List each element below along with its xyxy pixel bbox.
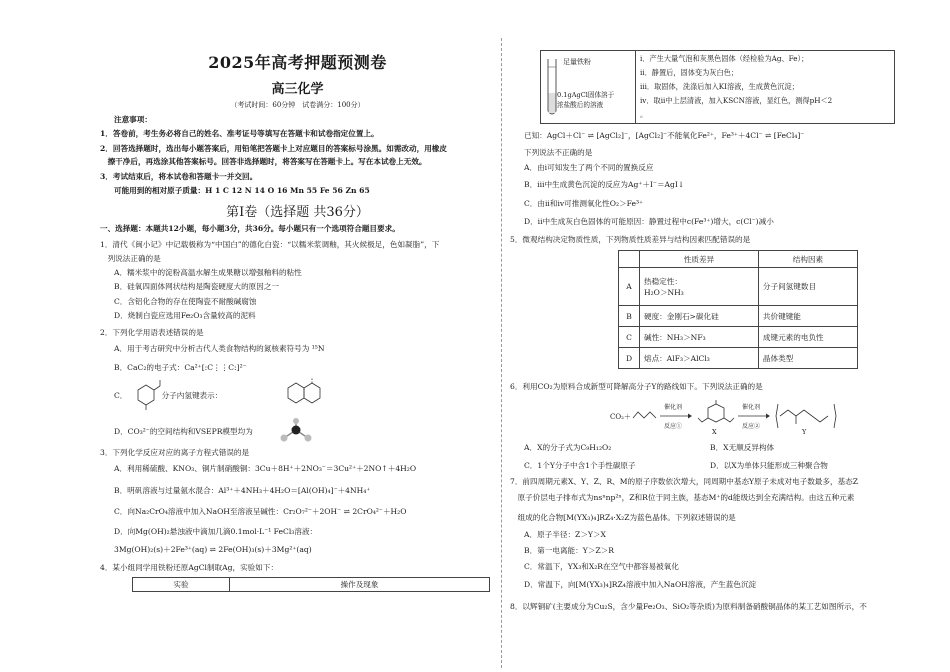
trigonal-planar-model-icon (278, 418, 314, 444)
reaction-arrow-1-icon (660, 413, 692, 419)
q5-row-c-option: C (619, 327, 640, 348)
q5-header-property: 性质差异 (640, 251, 759, 268)
arrow1-top-label: 催化剂 (664, 404, 683, 411)
q6-option-d: D．以X为单体只能形成三种聚合物 (710, 461, 828, 470)
right-column (510, 0, 910, 672)
q5-row-a-prop1: 热稳定性： (644, 276, 682, 286)
diene-structure-icon (632, 408, 658, 422)
q4-option-b: B．iii中生成黄色沉淀的反应为Ag⁺＋I⁻＝AgI↓ (524, 180, 685, 189)
arrow2-bottom-label: 反应② (742, 423, 761, 430)
q5-stem: 5．微观结构决定物质性质，下列物质性质差异与结构因素匹配错误的是 (510, 235, 751, 244)
q5-row-a-prop2: H₂O＞NH₃ (644, 287, 684, 297)
q4-table-header (132, 577, 490, 592)
q7-option-c: C．常温下，YX₃和X₂R在空气中都容易被氧化 (524, 562, 679, 571)
q4-apparatus-cell (541, 51, 636, 124)
q6-option-b: B．X无顺反异构体 (710, 443, 775, 452)
q5-row-a-property (640, 268, 759, 306)
q1-option-b: B．硅氧四面体网状结构是陶瓷硬度大的原因之一 (114, 282, 280, 291)
q4-header-experiment: 实验 (133, 578, 230, 592)
scheme-x-label: X (712, 428, 717, 436)
q5-row-c-factor: 成键元素的电负性 (758, 327, 857, 348)
exam-meta: （考试时间：60分钟 试卷满分：100分） (230, 101, 365, 109)
test-tube-icon (545, 57, 559, 119)
tube-label-acid: 浓盐酸后的溶液 (557, 101, 604, 109)
q4-prompt: 下列说法不正确的是 (524, 148, 593, 157)
q6-option-c: C．1个Y分子中含1个手性碳原子 (524, 461, 636, 470)
exam-title: 2025年高考押题预测卷 (208, 53, 387, 72)
q5-row-a-factor: 分子间氢键数目 (758, 268, 857, 306)
left-column (100, 0, 495, 672)
q8-stem: 8．以辉铜矿(主要成分为Cu₂S，含少量Fe₂O₃、SiO₂等杂质)为原料制备硝酸铜晶体的某工艺如图所示，不 (510, 602, 867, 611)
q5-row-b-property: 硬度：金刚石>碳化硅 (640, 306, 759, 327)
polymer-y-structure-icon (774, 400, 844, 432)
q7-stem-2: 原子价层电子排布式为nsⁿnp²ⁿ，Z和R位于同主族，基态M⁺的d能级达到全充满结构。由这五种元素 (510, 493, 855, 502)
notice-3: 3．考试结束后，将本试卷和答题卡一并交回。 (100, 172, 258, 181)
q1-option-d: D．烧制白瓷应选用Fe₂O₃含量较高的泥料 (114, 311, 256, 320)
q6-stem: 6．利用CO₂为原料合成新型可降解高分子Y的路线如下。下列说法正确的是 (510, 382, 763, 391)
q7-option-d: D．常温下，向[M(YX₃)₄]RZ₄溶液中加入NaOH溶液，产生蓝色沉淀 (524, 580, 757, 589)
notice-heading: 注意事项： (114, 115, 152, 124)
q3-option-a: A．利用稀硫酸、KNO₃、铜片制硝酸铜：3Cu＋8H⁺＋2NO₃⁻＝3Cu²⁺＋2NO↑＋4H₂O (114, 464, 417, 473)
q1-stem-2: 列说法正确的是 (100, 254, 161, 263)
q4-option-a: A．由i可知发生了两个不同的置换反应 (524, 163, 654, 172)
q5-row-d (619, 348, 858, 369)
tube-label-agcl: 0.1gAgCl固体溶于 (557, 91, 615, 99)
q5-table (618, 250, 858, 369)
q5-row-b-option: B (619, 306, 640, 327)
column-divider (501, 38, 502, 668)
q3-option-d: D．向Mg(OH)₂悬浊液中滴加几滴0.1mol·L⁻¹ FeCl₃溶液： (114, 527, 318, 536)
scheme-reactant: CO₂＋ (610, 413, 631, 421)
reaction-arrow-2-icon (738, 413, 770, 419)
q4-header-procedure: 操作及现象 (230, 578, 490, 592)
notice-2b: 擦干净后，再选涂其他答案标号。回答非选择题时，将答案写在答题卡上。写在本试卷上无效。 (100, 157, 427, 166)
q3-option-c: C．向Na₂CrO₄溶液中加入NaOH至溶液呈碱性：Cr₂O₇²⁻＋2OH⁻ ⇌ 2CrO₄²⁻＋H₂O (114, 507, 407, 516)
atomic-mass: 可能用到的相对原子质量：H 1 C 12 N 14 O 16 Mn 55 Fe 56 Zn 65 (114, 186, 370, 195)
q2-stem: 2．下列化学用语表述错误的是 (100, 328, 204, 337)
q4-steps-cell (636, 51, 895, 124)
q2-option-d: D．CO₃²⁻的空间结构和VSEPR模型均为 (114, 427, 253, 436)
q7-option-a: A．原子半径：Z＞Y＞X (524, 530, 606, 539)
q5-row-d-option: D (619, 348, 640, 369)
q7-stem: 7．前四周期元素X、Y、Z、R、M的原子序数依次增大，同周期中基态Y原子未成对电子数最多，基态Z (510, 477, 859, 486)
q1-stem: 1．清代《闽小记》中记载极称为“中国白”的德化白瓷：“以糯米浆调釉，其火候极足，色如凝脂”，下 (100, 240, 440, 249)
q4-option-d: D．ii中生成灰白色固体的可能原因：静置过程中c(Fe³⁺)增大，c(Cl⁻)减小 (524, 217, 774, 226)
q4-experiment-table (540, 50, 895, 124)
q3-stem: 3．下列化学反应对应的离子方程式错误的是 (100, 448, 250, 457)
q2-option-a: A．用于考古研究中分析古代人类食物结构的氮核素符号为 ¹⁵N (114, 344, 325, 353)
tube-label-iron: 足量铁粉 (563, 58, 591, 66)
q4-option-c: C．由ii和iv可推测氧化性O₂＞Fe³⁺ (524, 199, 643, 208)
q3-option-b: B．明矾溶液与过量氨水混合：Al³⁺＋4NH₃＋4H₂O＝[Al(OH)₄]⁻＋4NH₄⁺ (114, 486, 371, 495)
q6-reaction-scheme (610, 400, 850, 440)
q3-option-d-equation: 3Mg(OH)₂(s)＋2Fe³⁺(aq) ⇌ 2Fe(OH)₃(s)＋3Mg²⁺(aq) (114, 545, 312, 554)
q7-stem-3: 组成的化合物[M(YX₃)₄]RZ₄·X₂Z为蓝色晶体。下列叙述错误的是 (510, 513, 736, 522)
benzamide-structure-icon (128, 378, 168, 412)
q5-row-b (619, 306, 858, 327)
section-title: 第Ⅰ卷（选择题 共36分） (226, 205, 369, 220)
arrow1-bottom-label: 反应① (664, 423, 683, 430)
notice-1: 1．答卷前，考生务必将自己的姓名、准考证号等填写在答题卡和试卷指定位置上。 (100, 129, 379, 138)
q2-option-c: C． 分子内氢键表示： (114, 391, 223, 400)
hydrogen-bond-structure-icon (280, 376, 326, 412)
arrow2-top-label: 催化剂 (742, 404, 761, 411)
q7-option-b: B．第一电离能：Y＞Z＞R (524, 546, 614, 555)
q5-row-d-property: 熔点：AlF₃＞AlCl₃ (640, 348, 759, 369)
q5-row-d-factor: 晶体类型 (758, 348, 857, 369)
q6-option-a: A．X的分子式为C₉H₁₂O₂ (524, 443, 612, 452)
q5-row-c-property: 碱性：NH₃＞NF₃ (640, 327, 759, 348)
step-iv: iv．取ii中上层清液，加入KSCN溶液，显红色，测得pH＜2 (640, 96, 833, 105)
q5-row-c (619, 327, 858, 348)
step-iv-end: 。 (640, 110, 648, 119)
scheme-y-label: Y (802, 428, 807, 436)
section-intro: 一、选择题：本题共12小题，每小题3分，共36分。每小题只有一个选项符合题目要求。 (100, 224, 400, 233)
q5-row-a (619, 268, 858, 306)
q1-option-a: A．糯米浆中的淀粉高温水解生成果糖以增强釉料的粘性 (114, 268, 302, 277)
q5-header-factor: 结构因素 (758, 251, 857, 268)
step-i: i．产生大量气泡和灰黑色固体（经检验为Ag、Fe）； (640, 54, 809, 63)
q5-row-a-option: A (619, 268, 640, 306)
q2-option-b: B．CaC₂的电子式：Ca²⁺[:C⋮⋮C:]²⁻ (114, 363, 247, 372)
q1-option-c: C．含铝化合物的存在使陶瓷不耐酸碱腐蚀 (114, 297, 257, 306)
q5-row-b-factor: 共价键键能 (758, 306, 857, 327)
exam-subtitle: 高三化学 (271, 82, 324, 97)
notice-2: 2．回答选择题时，选出每小题答案后，用铅笔把答题卡上对应题目的答案标号涂黑。如需改动，用橡皮 (100, 144, 447, 153)
q5-header-blank (619, 251, 640, 268)
step-ii: ii．静置后，固体变为灰白色； (640, 68, 739, 77)
step-iii: iii．取固体，洗涤后加入KI溶液，生成黄色沉淀； (640, 82, 799, 91)
q4-known: 已知：AgCl＋Cl⁻ ⇌ [AgCl₂]⁻，[AgCl₂]⁻不能氧化Fe²⁺，Fe³⁺＋4Cl⁻ ⇌ [FeCl₄]⁻ (524, 131, 805, 140)
q4-stem: 4．某小组同学用铁粉还原AgCl制取Ag，实验如下： (100, 563, 279, 572)
